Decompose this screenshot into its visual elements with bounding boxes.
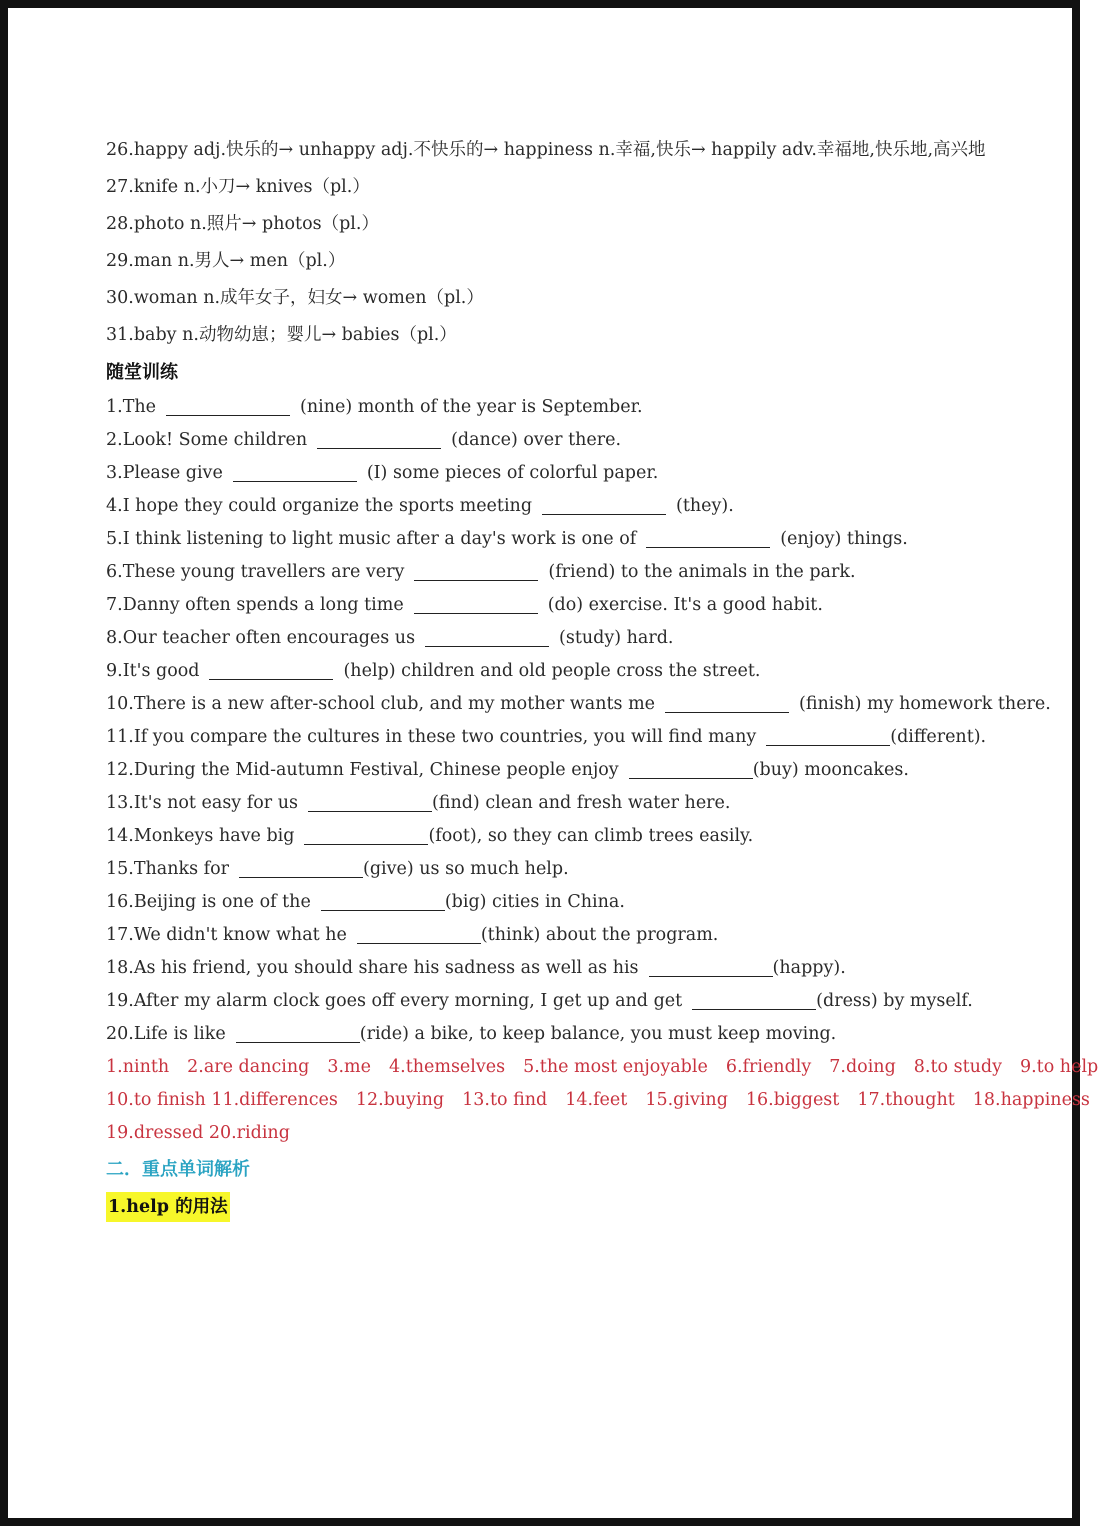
answer-blank [649,975,773,977]
exercise-item: 14.Monkeys have big (foot), so they can climb trees easily. [106,826,754,846]
answer-item: 18.happiness [972,1090,1090,1110]
exercise-item: 4.I hope they could organize the sports meeting (they). [106,496,734,516]
answer-blank [629,777,753,779]
exercise-item: 2.Look! Some children (dance) over there. [106,430,622,450]
answer-item: 2.are dancing [187,1057,310,1077]
exercise-item: 3.Please give (I) some pieces of colorful paper. [106,463,659,483]
answer-line [106,1084,1090,1117]
answer-line [106,1051,1099,1084]
answer-item: 6.friendly [725,1057,812,1077]
answer-blank [239,876,363,878]
exercise-list [106,391,1056,1051]
exercise-item: 9.It's good (help) children and old people cross the street. [106,661,761,681]
exercise-item: 6.These young travellers are very (friend) to the animals in the park. [106,562,856,582]
answer-blank [414,612,538,614]
answer-item: 7.doing [829,1057,896,1077]
answer-blank [692,1008,816,1010]
answer-line [106,1117,1056,1150]
answer-blank [766,744,890,746]
answer-item: 10.to finish 11.differences [106,1090,338,1110]
practice-heading: 随堂训练 [106,362,178,383]
answer-blank [304,843,428,845]
exercise-item: 12.During the Mid-autumn Festival, Chinese people enjoy (buy) mooncakes. [106,760,909,780]
answer-blank [414,579,538,581]
exercise-item: 8.Our teacher often encourages us (study) hard. [106,628,674,648]
section-heading: 二．重点单词解析 [106,1159,250,1180]
answer-blank [357,942,481,944]
answer-item: 14.feet [565,1090,628,1110]
vocab-item: 29.man n.男人→ men（pl.） [106,251,346,271]
answer-item: 3.me [327,1057,371,1077]
exercise-item: 13.It's not easy for us (find) clean and fresh water here. [106,793,731,813]
answer-item: 17.thought [857,1090,955,1110]
exercise-item: 1.The (nine) month of the year is September. [106,397,643,417]
vocab-item: 28.photo n.照片→ photos（pl.） [106,214,379,234]
answer-blank [166,414,290,416]
answer-blank [646,546,770,548]
highlighted-title: 1.help 的用法 [106,1192,230,1222]
answer-item: 9.to help [1019,1057,1099,1077]
exercise-item: 17.We didn't know what he (think) about the program. [106,925,719,945]
answer-blank [425,645,549,647]
answer-item: 8.to study [913,1057,1002,1077]
answer-blank [542,513,666,515]
answer-blank [321,909,445,911]
exercise-item: 19.After my alarm clock goes off every morning, I get up and get (dress) by myself. [106,991,973,1011]
answer-item: 5.the most enjoyable [523,1057,708,1077]
exercise-item: 15.Thanks for (give) us so much help. [106,859,569,879]
answer-blank [665,711,789,713]
vocab-item: 27.knife n.小刀→ knives（pl.） [106,177,370,197]
exercise-item: 18.As his friend, you should share his sadness as well as his (happy). [106,958,846,978]
answer-item: 4.themselves [389,1057,506,1077]
answer-blank [209,678,333,680]
answer-item: 19.dressed 20.riding [106,1123,290,1143]
exercise-item: 5.I think listening to light music after a day's work is one of (enjoy) things. [106,529,908,549]
exercise-item: 7.Danny often spends a long time (do) exercise. It's a good habit. [106,595,823,615]
vocab-item: 26.happy adj.快乐的→ unhappy adj.不快乐的→ happiness n.幸福,快乐→ happily adv.幸福地,快乐地,高兴地 [106,140,986,160]
exercise-item: 20.Life is like (ride) a bike, to keep balance, you must keep moving. [106,1024,837,1044]
answer-blank [308,810,432,812]
answer-item: 16.biggest [745,1090,840,1110]
vocab-item: 30.woman n.成年女子，妇女→ women（pl.） [106,288,484,308]
exercise-item: 16.Beijing is one of the (big) cities in China. [106,892,625,912]
answer-item: 12.buying [355,1090,445,1110]
answer-item: 15.giving [645,1090,728,1110]
vocab-item: 31.baby n.动物幼崽；婴儿→ babies（pl.） [106,325,457,345]
answer-key [106,1051,1099,1150]
answer-item: 13.to find [462,1090,548,1110]
subsection-heading [106,1192,1056,1222]
document-content [106,132,1099,1222]
vocab-list [106,132,1056,354]
answer-blank [236,1041,360,1043]
answer-item: 1.ninth [106,1057,170,1077]
answer-blank [317,447,441,449]
answer-blank [233,480,357,482]
exercise-item: 10.There is a new after-school club, and my mother wants me (finish) my homework there. [106,694,1051,714]
exercise-item: 11.If you compare the cultures in these two countries, you will find many (different). [106,727,987,747]
